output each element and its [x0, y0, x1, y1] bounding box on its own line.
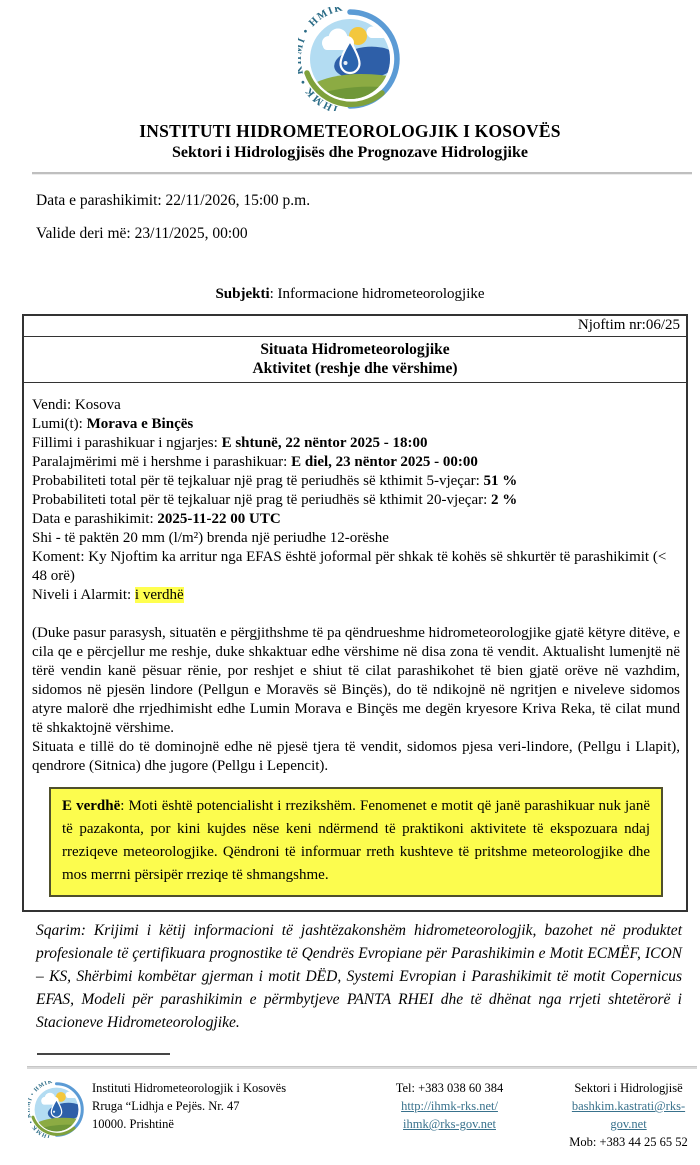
field-label: Fillimi i parashikuar i ngjarjes:: [32, 435, 222, 451]
footer-mobile: Mob: +383 44 25 65 52: [569, 1135, 688, 1149]
footer: [0, 1079, 700, 1151]
footnote-divider: [37, 1053, 170, 1055]
subject-text: : Informacione hidrometeorologjike: [269, 286, 485, 302]
disclaimer-note: Sqarim: Krijimi i këtij informacioni të jashtëzakonshëm hidrometeorologjik, bazohet në produktet profesionale të çertifikuara prognostike të Qendrës Evropiane për Parashikimin e Motit ECMËF, ICON – KS, Shërbimi kombëtar gjerman i motit DËD, Systemi Evropian i Parashikimit të motit Copernicus EFAS, Modeli për parashikimin e përmbytjeve PANTA RHEI dhe të dhënat nga rrjeti shtetërorë i Stacioneve Hidrometeorologjike.: [36, 922, 682, 1031]
field-koment: [32, 548, 680, 586]
yellow-warning-box: [49, 787, 663, 897]
footer-street: Rruga “Lidhja e Pejës. Nr. 47: [92, 1099, 240, 1113]
field-shi: [32, 529, 680, 548]
situation-paragraph-1: (Duke pasur parasysh, situatën e përgjithshme të pa qëndrueshme hidrometeorologjike gjatë këtyre ditëve, e cila qe e përcjellur me reshje, duke shkaktuar edhe vërshime në disa zona të vendit. Aktualisht lumenjtë në tërë vendin kanë pësuar rënie, por reshjet e shiut të cilat parashikohet të bien gjatë orëve në vazhdim, sidomos në pjesën lindore (Pellgun e Moravës së Binçës), do të ndikojnë në ngritjen e niveleve sidomos atyre malorë dhe rrjedhimisht edhe Lumin Morava e Binçës me degën kryesore Kriva Reka, të cilat mund të shkaktojnë vërshime.: [32, 625, 680, 736]
footer-contact-column: [342, 1079, 557, 1151]
field-probabiliteti-5: [32, 472, 680, 491]
field-paralajmerimi: [32, 453, 680, 472]
warning-lead: E verdhë: [62, 798, 121, 814]
footer-institute-name: Instituti Hidrometeorologjik i Kosovës: [92, 1081, 287, 1095]
field-value: 51 %: [483, 473, 518, 489]
field-label: Data e parashikimit:: [32, 511, 158, 527]
footer-sector-email-link[interactable]: bashkim.kastrati@rks-gov.net: [571, 1099, 686, 1131]
field-label: Niveli i Alarmit:: [32, 587, 135, 603]
footer-website-link[interactable]: http://ihmk-rks.net/: [401, 1099, 498, 1113]
footer-sector-column: [557, 1079, 700, 1151]
subject-label: Subjekti: [215, 286, 270, 302]
field-value: Morava e Binçës: [86, 416, 194, 432]
bulletin-content: [24, 383, 686, 897]
bulletin-title-line2: Aktivitet (reshje dhe vërshime): [252, 360, 458, 377]
field-value: 2025-11-22 00 UTC: [157, 511, 281, 527]
field-fillimi: [32, 434, 680, 453]
field-probabiliteti-20: [32, 491, 680, 510]
footer-logo-area: [28, 1081, 86, 1151]
header-logo-area: [0, 0, 700, 116]
valid-until-line: Valide deri më: 23/11/2025, 00:00: [36, 225, 248, 242]
bulletin-title: [24, 337, 686, 383]
ihmk-logo-small: [28, 1081, 85, 1138]
footer-city: 10000. Prishtinë: [92, 1117, 174, 1131]
ihmk-logo: [298, 7, 402, 111]
field-label: Probabiliteti total për të tejkaluar një prag të periudhës së kthimit 5-vjeçar:: [32, 473, 484, 489]
field-lumi: [32, 415, 680, 434]
institute-name: INSTITUTI HIDROMETEOROLOGJIK I KOSOVËS: [139, 121, 561, 141]
field-value: E shtunë, 22 nëntor 2025 - 18:00: [221, 435, 428, 451]
header-divider: [32, 172, 692, 175]
footer-email-link[interactable]: ihmk@rks-gov.net: [403, 1117, 496, 1131]
field-label: Lumi(t):: [32, 416, 87, 432]
warning-body: : Moti është potencialisht i rrezikshëm. Fenomenet e motit që janë parashikuar nuk janë të pazakonta, por kini kujdes nëse keni ndërmend të praktikoni aktivitete të ekspozuara ndaj rreziqeve meteorologjike. Qëndroni të informuar rreth kushteve të pritshme meteorologjike dhe mos merrni përsipër rreziqe të shmangshme.: [62, 798, 650, 883]
field-label: Shi - të paktën 20 mm (l/m²) brenda një periudhe 12-orëshe: [32, 530, 389, 546]
sector-name: Sektori i Hidrologjisës dhe Prognozave Hidrologjike: [172, 144, 528, 161]
field-data-parashikimit: [32, 510, 680, 529]
forecast-date-line: Data e parashikimit: 22/11/2026, 15:00 p.m.: [36, 192, 311, 209]
field-label: Paralajmërimi më i hershme i parashikuar:: [32, 454, 292, 470]
field-vendi: [32, 396, 680, 415]
field-value: Kosova: [74, 397, 121, 413]
field-label: Probabiliteti total për të tejkaluar një prag të periudhës së kthimit 20-vjeçar:: [32, 492, 492, 508]
situation-paragraph-2: Situata e tillë do të dominojnë edhe në pjesë tjera të vendit, sidomos pjesa veri-lindore, (Pellgu i Llapit), qendrore (Sitnica) dhe jugore (Pellgu i Lepencit).: [32, 739, 680, 774]
footer-address-column: [92, 1079, 342, 1151]
alert-level-value: i verdhë: [134, 587, 184, 603]
footer-divider: [27, 1066, 697, 1069]
footer-telephone: Tel: +383 038 60 384: [395, 1081, 504, 1095]
footer-sector-name: Sektori i Hidrologjisë: [574, 1081, 683, 1095]
field-niveli-alarmit: [32, 586, 680, 605]
subject-line: [0, 286, 700, 303]
bulletin-title-line1: Situata Hidrometeorologjike: [260, 341, 450, 358]
bulletin-box: [22, 314, 688, 912]
bulletin-number: Njoftim nr:06/25: [24, 316, 686, 337]
field-label: Vendi:: [32, 397, 75, 413]
field-value: 2 %: [491, 492, 518, 508]
field-value: E diel, 23 nëntor 2025 - 00:00: [291, 454, 478, 470]
field-label: Koment: Ky Njoftim ka arritur nga EFAS është joformal për shkak të kohës së shkurtër të parashikimit (< 48 orë): [32, 549, 667, 584]
